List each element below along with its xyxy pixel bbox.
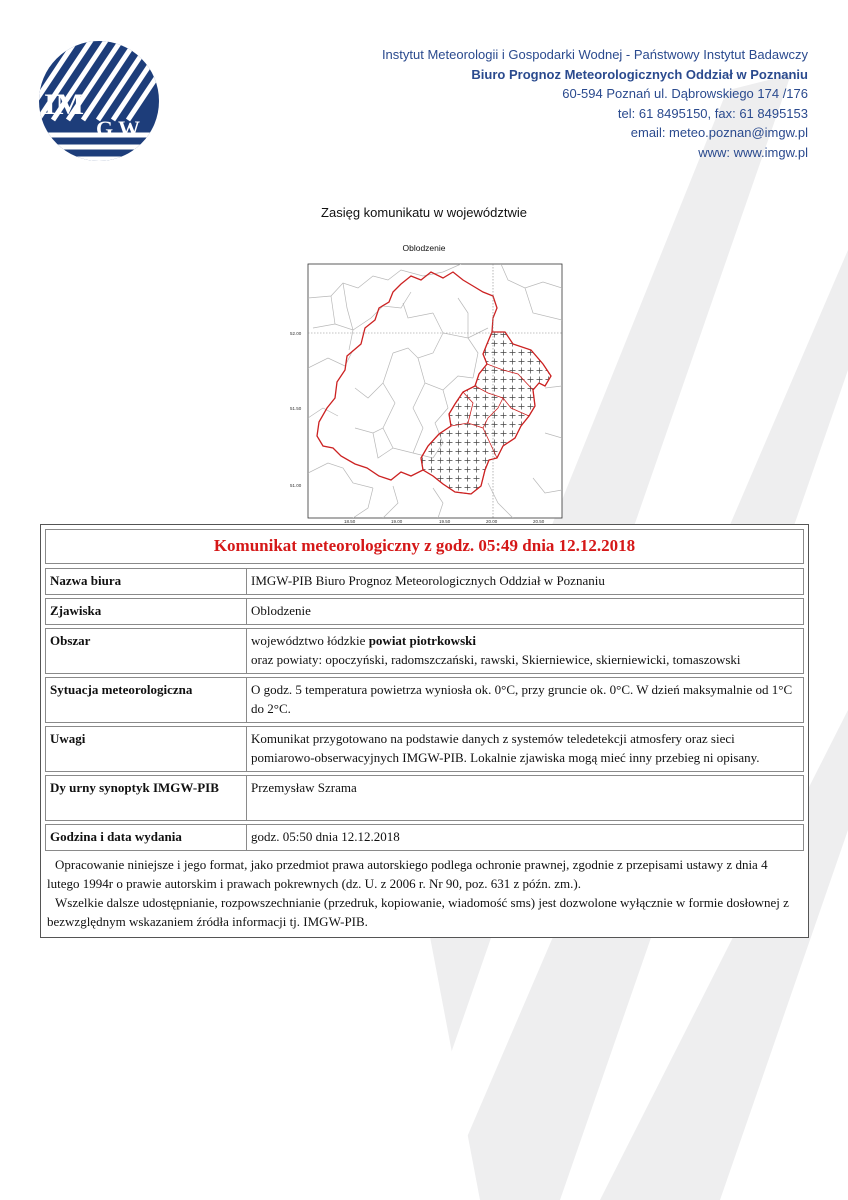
row-value: O godz. 5 temperatura powietrza wyniosła ok. 0°C, przy gruncie ok. 0°C. W dzień maksymalnie od 1°C do 2°C. xyxy=(246,677,804,723)
row-value-area xyxy=(246,628,804,674)
y-tick-label: 52.00 xyxy=(290,331,302,336)
office-header xyxy=(382,45,808,163)
row-label: Sytuacja meteorologiczna xyxy=(45,677,246,723)
area-primary-county: powiat piotrkowski xyxy=(368,633,476,648)
svg-text:IM: IM xyxy=(44,88,84,121)
table-row xyxy=(45,677,804,723)
row-label: Uwagi xyxy=(45,726,246,772)
table-row xyxy=(45,824,804,851)
office-www[interactable]: www: www.imgw.pl xyxy=(698,144,808,160)
copyright-paragraph: Opracowanie niniejsze i jego format, jako przedmiot prawa autorskiego podlega ochronie prawnej, zgodnie z przepisami ustawy z dnia 4 lutego 1994r o prawie autorskim i prawach pokrewnych (dz. U. z 2006 r. Nr 90, poz. 631 z późn. zm.). xyxy=(47,857,768,891)
warning-report xyxy=(40,524,809,938)
row-label: Nazwa biura xyxy=(45,568,246,595)
x-tick-label: 19.50 xyxy=(439,519,451,524)
institute-name: Instytut Meteorologii i Gospodarki Wodnej - Państwowy Instytut Badawczy xyxy=(381,47,808,62)
x-tick-label: 18.50 xyxy=(344,519,356,524)
area-prefix: województwo łódzkie xyxy=(251,633,369,648)
x-tick-label: 19.00 xyxy=(391,519,403,524)
row-value: Przemysław Szrama xyxy=(246,775,804,821)
y-tick-label: 51.50 xyxy=(290,406,302,411)
area-other-counties: oraz powiaty: opoczyński, radomszczański, rawski, Skierniewice, skierniewicki, tomaszowski xyxy=(251,652,741,667)
map-title: Zasięg komunikatu w województwie xyxy=(321,205,527,220)
table-row xyxy=(45,598,804,625)
x-tick-label: 20.00 xyxy=(486,519,498,524)
copyright-note xyxy=(45,851,804,933)
y-tick-label: 51.00 xyxy=(290,483,302,488)
row-label: Godzina i data wydania xyxy=(45,824,246,851)
imgw-logo xyxy=(38,40,160,162)
table-row xyxy=(45,628,804,674)
table-row xyxy=(45,568,804,595)
distribution-paragraph: Wszelkie dalsze udostępnianie, rozpowszechnianie (przedruk, kopiowanie, wiadomość sms) jest dozwolone wyłącznie w formie dosłownej z bezwzględnym wskazaniem źródła informacji tj. IMGW-PIB. xyxy=(47,895,789,929)
svg-text:G: G xyxy=(96,116,114,141)
row-value: Oblodzenie xyxy=(246,598,804,625)
row-label: Obszar xyxy=(45,628,246,674)
row-value: IMGW-PIB Biuro Prognoz Meteorologicznych Oddział w Poznaniu xyxy=(246,568,804,595)
row-label: Dy urny synoptyk IMGW-PIB xyxy=(45,775,246,821)
x-tick-label: 20.50 xyxy=(533,519,545,524)
table-row xyxy=(45,726,804,772)
office-email[interactable]: email: meteo.poznan@imgw.pl xyxy=(630,125,808,141)
office-name: Biuro Prognoz Meteorologicznych Oddział w Poznaniu xyxy=(471,66,808,82)
report-title: Komunikat meteorologiczny z godz. 05:49 dnia 12.12.2018 xyxy=(45,529,804,564)
row-value: godz. 05:50 dnia 12.12.2018 xyxy=(246,824,804,851)
warning-area-map xyxy=(283,258,568,528)
row-label: Zjawiska xyxy=(45,598,246,625)
office-phone: tel: 61 8495150, fax: 61 8495153 xyxy=(617,105,808,121)
table-row xyxy=(45,775,804,821)
svg-text:W: W xyxy=(118,116,140,141)
office-address: 60-594 Poznań ul. Dąbrowskiego 174 /176 xyxy=(562,86,808,102)
report-table xyxy=(45,565,804,854)
map-subtitle: Oblodzenie xyxy=(402,243,446,253)
row-value: Komunikat przygotowano na podstawie danych z systemów teledetekcji atmosfery oraz sieci pomiarowo-obserwacyjnych IMGW-PIB. Lokalnie zjawiska mogą mieć inny przebieg ni opisany. xyxy=(246,726,804,772)
